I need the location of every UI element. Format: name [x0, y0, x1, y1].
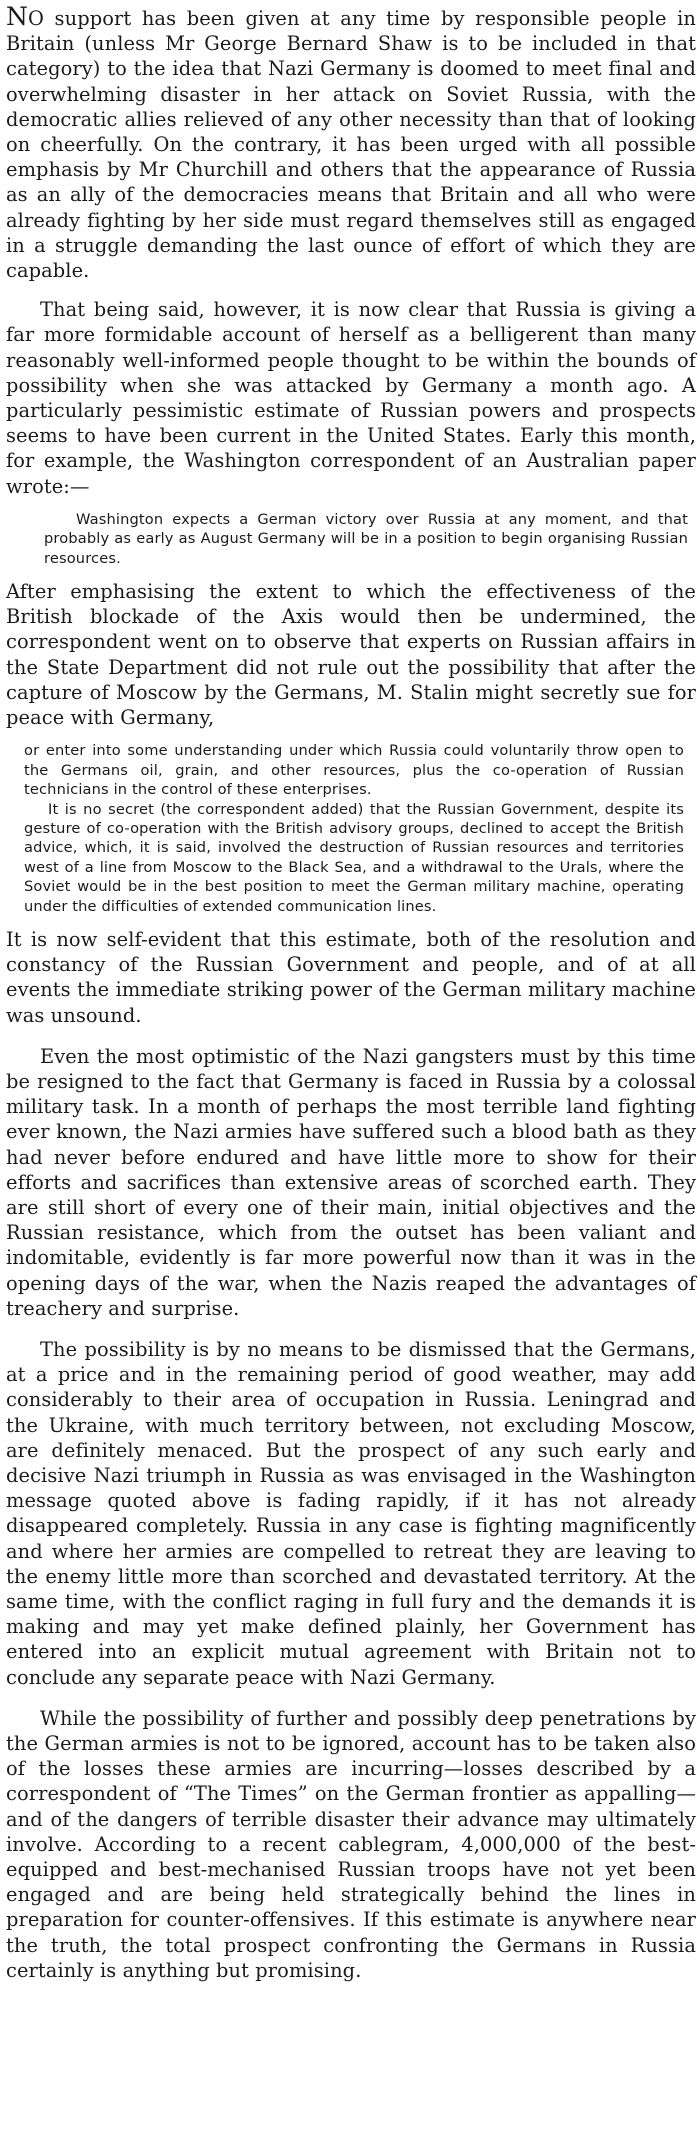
paragraph-7: While the possibility of further and possibly deep penetrations by the German armies is not to be ignored, account has to be taken also of the losses these armies are incurring—losses described by a correspondent of “The Times” on the German frontier as appalling—and of the dangers of terrible disaster their advance may ultimately involve. According to a recent cablegram, 4,000,000 of the best-equipped and best-mechanised Russian troops have not yet been engaged and are being held strategically behind the lines in preparation for counter-offensives. If this estimate is anywhere near the truth, the total prospect confronting the Germans in Russia certainly is anything but promising. [6, 1706, 696, 1982]
block-quote-2a: or enter into some understanding under which Russia could voluntarily throw open to the Germans oil, grain, and other resources, plus the co-operation of Russian technicians in the control of these enterprises. [24, 742, 684, 799]
drop-cap: N [6, 2, 28, 31]
paragraph-1 [6, 4, 696, 283]
paragraph-1-text: O support has been given at any time by responsible people in Britain (unless Mr George Bernard Shaw is to be included in that category) to the idea that Nazi Germany is doomed to meet final and overwhelming disaster in her attack on Soviet Russia, with the democratic allies relieved of any other necessity than that of looking on cheerfully. On the contrary, it has been urged with all possible emphasis by Mr Churchill and others that the appearance of Russia as an ally of the democracies means that Britain and all who were already fighting by her side must regard themselves still as engaged in a struggle demanding the last ounce of effort of which they are capable. [6, 7, 696, 283]
paragraph-2: That being said, however, it is now clear that Russia is giving a far more formidable account of herself as a belligerent than many reasonably well-informed people thought to be within the bounds of possibility when she was attacked by Germany a month ago. A particularly pessimistic estimate of Russian powers and prospects seems to have been current in the United States. Early this month, for example, the Washington correspondent of an Australian paper wrote:— [6, 298, 696, 498]
block-quote-2b: It is no secret (the correspondent added) that the Russian Government, despite its gesture of co-operation with the British advisory groups, declined to accept the British advice, which, it is said, involved the destruction of Russian resources and territories west of a line from Moscow to the Black Sea, and a withdrawal to the Urals, where the Soviet would be in the best position to meet the German military machine, operating under the difficulties of extended communication lines. [24, 800, 684, 915]
paragraph-6: The possibility is by no means to be dismissed that the Germans, at a price and in the remaining period of good weather, may add considerably to their area of occupation in Russia. Leningrad and the Ukraine, with much territory between, not excluding Moscow, are definitely menaced. But the prospect of any such early and decisive Nazi triumph in Russia as was envisaged in the Washington message quoted above is fading rapidly, if it has not already disappeared completely. Russia in any case is fighting magnificently and where her armies are compelled to retreat they are leaving to the enemy little more than scorched and devastated territory. At the same time, with the conflict raging in full fury and the demands it is making and may yet make defined plainly, her Government has entered into an explicit mutual agreement with Britain not to conclude any separate peace with Nazi Germany. [6, 1338, 696, 1689]
paragraph-5: Even the most optimistic of the Nazi gangsters must by this time be resigned to the fact that Germany is faced in Russia by a colossal military task. In a month of perhaps the most terrible land fighting ever known, the Nazi armies have suffered such a blood bath as they had never before endured and have little more to show for their efforts and sacrifices than extensive areas of scorched earth. They are still short of every one of their main, initial objectives and the Russian resistance, which from the outset has been valiant and indomitable, evidently is far more powerful now than it was in the opening days of the war, when the Nazis reaped the advantages of treachery and surprise. [6, 1044, 696, 1320]
block-quote-1: Washington expects a German victory over Russia at any moment, and that probably as early as August Germany will be in a position to begin organising Russian resources. [44, 510, 688, 567]
paragraph-3: After emphasising the extent to which the effectiveness of the British blockade of the Axis would then be undermined, the correspondent went on to observe that experts on Russian affairs in the State Department did not rule out the possibility that after the capture of Moscow by the Germans, M. Stalin might secretly sue for peace with Germany, [6, 580, 696, 730]
paragraph-4: It is now self-evident that this estimate, both of the resolution and constancy of the Russian Government and people, and of at all events the immediate striking power of the German military machine was unsound. [6, 927, 696, 1027]
